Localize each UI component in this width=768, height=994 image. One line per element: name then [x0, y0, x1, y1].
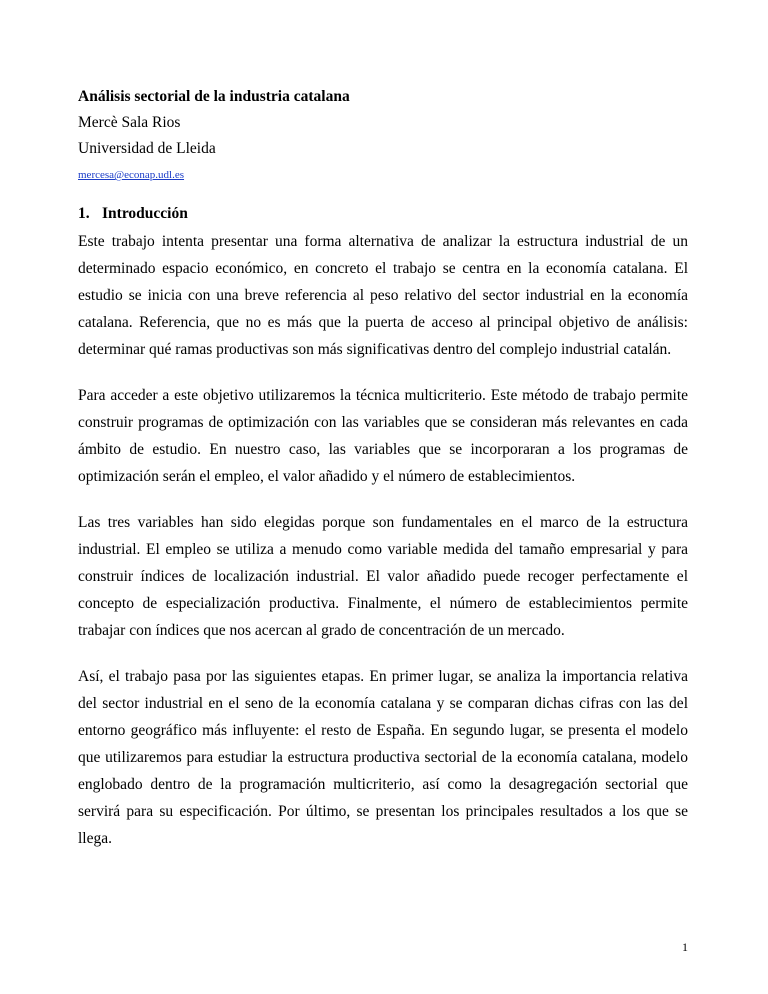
author-affiliation: Universidad de Lleida [78, 140, 216, 157]
section-number: 1. [78, 205, 90, 222]
author-email-link[interactable]: mercesa@econap.udl.es [78, 169, 185, 181]
author-name: Mercè Sala Rios [78, 114, 181, 131]
section-title: Introducción [102, 205, 188, 222]
document-title: Análisis sectorial de la industria catalana [78, 88, 350, 105]
page-number: 1 [682, 940, 688, 954]
document-body [78, 87, 688, 871]
paragraph-1: Este trabajo intenta presentar una forma alternativa de analizar la estructura industrial de un determinado espacio económico, en concreto el trabajo se centra en la economía catalana. El estudio se inicia con una breve referencia al peso relativo del sector industrial en la economía catalana. Referencia, que no es más que la puerta de acceso al principal objetivo de análisis: determinar qué ramas productivas son más significativas dentro del complejo industrial catalán. [78, 233, 688, 358]
section-heading [78, 204, 688, 224]
paragraph-2: Para acceder a este objetivo utilizaremos la técnica multicriterio. Este método de trabajo permite construir programas de optimización con las variables que se consideran más relevantes en cada ámbito de estudio. En nuestro caso, las variables que se incorporaran a los programas de optimización serán el empleo, el valor añadido y el número de establecimientos. [78, 387, 688, 485]
paragraph-4: Así, el trabajo pasa por las siguientes etapas. En primer lugar, se analiza la importancia relativa del sector industrial en el seno de la economía catalana y se comparan dichas cifras con las del entorno geográfico más influyente: el resto de España. En segundo lugar, se presenta el modelo que utilizaremos para estudiar la estructura productiva sectorial de la economía catalana, modelo englobado dentro de la programación multicriterio, así como la desagregación sectorial que servirá para su especificación. Por último, se presentan los principales resultados a los que se llega. [78, 668, 688, 847]
paragraph-3: Las tres variables han sido elegidas porque son fundamentales en el marco de la estructura industrial. El empleo se utiliza a menudo como variable medida del tamaño empresarial y para construir índices de localización industrial. El valor añadido puede recoger perfectamente el concepto de especialización productiva. Finalmente, el número de establecimientos permite trabajar con índices que nos acercan al grado de concentración de un mercado. [78, 514, 688, 639]
